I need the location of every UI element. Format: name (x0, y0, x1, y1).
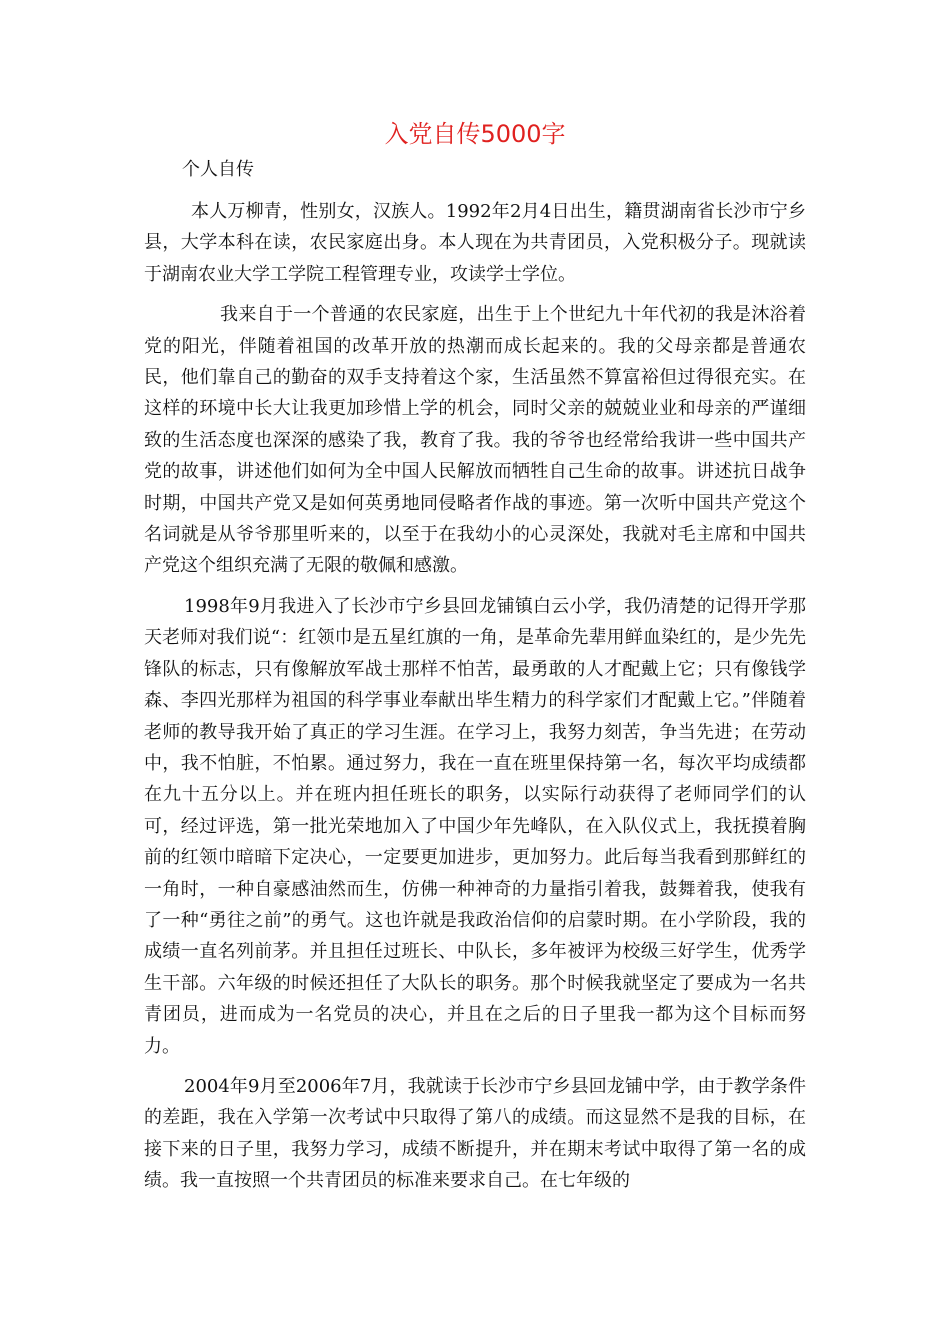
paragraph-primary-school: 1998年9月我进入了长沙市宁乡县回龙铺镇白云小学，我仍清楚的记得开学那天老师对我们说“：红领巾是五星红旗的一角，是革命先辈用鲜血染红的，是少先先锋队的标志，只有像解放军战士那样不怕苦，最勇敢的人才配戴上它；只有像钱学森、李四光那样为祖国的科学事业奉献出毕生精力的科学家们才配戴上它。”伴随着老师的教导我开始了真正的学习生涯。在学习上，我努力刻苦，争当先进；在劳动中，我不怕脏，不怕累。通过努力，我在一直在班里保持第一名，每次平均成绩都在九十五分以上。并在班内担任班长的职务，以实际行动获得了老师同学们的认可，经过评选，第一批光荣地加入了中国少年先峰队，在入队仪式上，我抚摸着胸前的红领巾暗暗下定决心，一定要更加进步，更加努力。此后每当我看到那鲜红的一角时，一种自豪感油然而生，仿佛一种神奇的力量指引着我，鼓舞着我，使我有了一种“勇往之前”的勇气。这也许就是我政治信仰的启蒙时期。在小学阶段，我的成绩一直名列前茅。并且担任过班长、中队长，多年被评为校级三好学生，优秀学生干部。六年级的时候还担任了大队长的职务。那个时候我就坚定了要成为一名共青团员，进而成为一名党员的决心，并且在之后的日子里我一都为这个目标而努力。 (144, 595, 806, 1057)
paragraph-middle-school: 2004年9月至2006年7月，我就读于长沙市宁乡县回龙铺中学，由于教学条件的差距，我在入学第一次考试中只取得了第八的成绩。而这显然不是我的目标，在接下来的日子里，我努力学习，成绩不断提升，并在期末考试中取得了第一名的成绩。我一直按照一个共青团员的标准来要求自己。在七年级的 (144, 1075, 806, 1192)
document-subtitle: 个人自传 (182, 159, 254, 180)
document-body (144, 196, 806, 1206)
document-title: 入党自传5000字 (384, 120, 566, 148)
paragraph-family: 我来自于一个普通的农民家庭，出生于上个世纪九十年代初的我是沐浴着党的阳光，伴随着祖国的改革开放的热潮而成长起来的。我的父母亲都是普通农民，他们靠自己的勤奋的双手支持着这个家，生活虽然不算富裕但过得很充实。在这样的环境中长大让我更加珍惜上学的机会，同时父亲的兢兢业业和母亲的严谨细致的生活态度也深深的感染了我，教育了我。我的爷爷也经常给我讲一些中国共产党的故事，讲述他们如何为全中国人民解放而牺牲自己生命的故事。讲述抗日战争时期，中国共产党又是如何英勇地同侵略者作战的事迹。第一次听中国共产党这个名词就是从爷爷那里听来的，以至于在我幼小的心灵深处，我就对毛主席和中国共产党这个组织充满了无限的敬佩和感激。 (144, 304, 806, 577)
paragraph-intro: 本人万柳青，性别女，汉族人。1992年2月4日出生，籍贯湖南省长沙市宁乡县，大学本科在读，农民家庭出身。本人现在为共青团员，入党积极分子。现就读于湖南农业大学工学院工程管理专业，攻读学士学位。 (144, 201, 806, 285)
